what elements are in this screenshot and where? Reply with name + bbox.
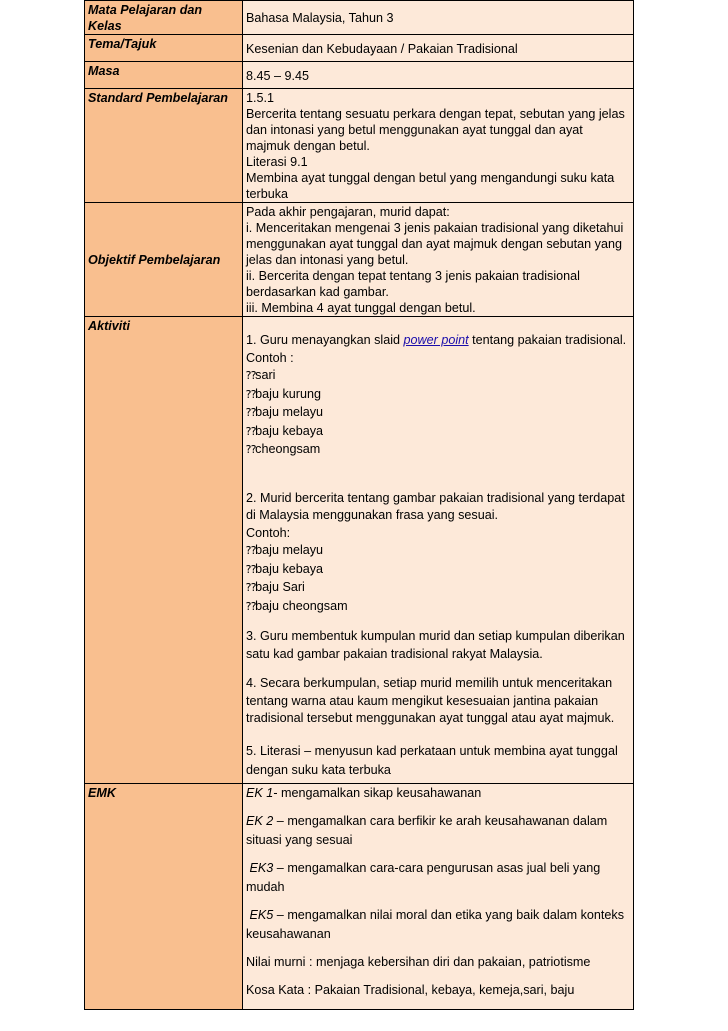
activity-4: 4. Secara berkumpulan, setiap murid memilih untuk menceritakan tentang warna atau kaum mengikut kesesuaian jantina pakaian tradisional tersebut menggunakan ayat tunggal atau ayat majmuk. — [246, 676, 615, 725]
objective-1: i. Menceritakan mengenai 3 jenis pakaian tradisional yang diketahui menggunakan ayat tunggal dan ayat majmuk dengan sebutan yang jelas dan intonasi yang betul. — [246, 221, 624, 267]
list-item: ⁇cheongsam — [246, 442, 321, 456]
value-activity — [243, 317, 634, 784]
row-subject — [85, 1, 634, 35]
row-theme — [85, 35, 634, 62]
activity-1-example: Contoh : — [246, 350, 294, 365]
bullet-icon: ⁇ — [246, 425, 256, 438]
power-point-link[interactable]: power point — [403, 333, 469, 347]
emk-ek5 — [246, 906, 630, 944]
bullet-icon: ⁇ — [246, 370, 256, 382]
label-time: Masa — [85, 62, 243, 89]
standard-text: Bercerita tentang sesuatu perkara dengan tepat, sebutan yang jelas dan intonasi yang betul menggunakan ayat tunggal dan ayat majmuk dengan betul. — [246, 107, 625, 153]
list-item: ⁇baju kebaya — [246, 561, 324, 576]
objective-2: ii. Bercerita dengan tepat tentang 3 jenis pakaian tradisional berdasarkan kad gambar. — [246, 269, 580, 299]
bullet-icon: ⁇ — [246, 444, 256, 456]
value-time: 8.45 – 9.45 — [243, 62, 634, 89]
list-item: ⁇baju melayu — [246, 543, 324, 557]
activity-5: 5. Literasi – menyusun kad perkataan untuk membina ayat tunggal dengan suku kata terbuka — [246, 743, 618, 777]
activity-1-post: tentang pakaian tradisional. — [468, 333, 627, 347]
activity-2-example: Contoh: — [246, 525, 291, 540]
row-standard — [85, 89, 634, 203]
label-emk: EMK — [85, 783, 243, 1009]
objective-3: iii. Membina 4 ayat tunggal dengan betul. — [246, 301, 476, 315]
ek2-code: EK 2 — [246, 813, 274, 828]
activity-2: 2. Murid bercerita tentang gambar pakaian tradisional yang terdapat di Malaysia menggunakan frasa yang sesuai. — [246, 490, 625, 522]
bullet-icon: ⁇ — [246, 600, 256, 613]
bullet-icon: ⁇ — [246, 545, 256, 557]
emk-vocab: Kosa Kata : Pakaian Tradisional, kebaya, kemeja,sari, baju — [246, 982, 575, 997]
value-standard — [243, 89, 634, 203]
ek3-code: EK3 — [249, 860, 274, 875]
value-emk — [243, 783, 634, 1009]
label-objective: Objektif Pembelajaran — [85, 203, 243, 317]
list-item: ⁇baju kurung — [246, 386, 321, 401]
emk-ek1 — [246, 784, 630, 803]
lesson-plan-table — [84, 0, 634, 1010]
label-activity: Aktiviti — [85, 317, 243, 784]
ek1-text: - mengamalkan sikap keusahawanan — [273, 785, 482, 800]
emk-values: Nilai murni : menjaga kebersihan diri dan pakaian, patriotisme — [246, 954, 591, 969]
literacy-text: Membina ayat tunggal dengan betul yang mengandungi suku kata terbuka — [246, 171, 615, 201]
bullet-icon: ⁇ — [246, 563, 256, 576]
row-objective — [85, 203, 634, 317]
bullet-icon: ⁇ — [246, 407, 256, 419]
emk-ek3 — [246, 859, 630, 897]
value-subject: Bahasa Malaysia, Tahun 3 — [243, 1, 634, 35]
row-activity — [85, 317, 634, 784]
literacy-code: Literasi 9.1 — [246, 155, 308, 169]
bullet-icon: ⁇ — [246, 582, 256, 594]
label-subject: Mata Pelajaran dan Kelas — [85, 1, 243, 35]
activity-1 — [246, 332, 630, 350]
row-time — [85, 62, 634, 89]
ek5-text: – mengamalkan nilai moral dan etika yang baik dalam konteks keusahawanan — [246, 907, 625, 941]
emk-ek2 — [246, 812, 630, 850]
ek3-text: – mengamalkan cara-cara pengurusan asas jual beli yang mudah — [246, 860, 601, 894]
row-emk — [85, 783, 634, 1009]
standard-code: 1.5.1 — [246, 91, 275, 105]
bullet-icon: ⁇ — [246, 388, 256, 401]
ek5-code: EK5 — [249, 907, 274, 922]
value-theme: Kesenian dan Kebudayaan / Pakaian Tradisional — [243, 35, 634, 62]
list-item: ⁇baju kebaya — [246, 423, 324, 438]
list-item: ⁇baju melayu — [246, 405, 324, 419]
list-item: ⁇baju cheongsam — [246, 598, 348, 613]
label-standard: Standard Pembelajaran — [85, 89, 243, 203]
list-item: ⁇baju Sari — [246, 580, 305, 594]
ek1-code: EK 1 — [246, 785, 274, 800]
value-objective — [243, 203, 634, 317]
ek2-text: – mengamalkan cara berfikir ke arah keusahawanan dalam situasi yang sesuai — [246, 813, 608, 847]
activity-1-pre: 1. Guru menayangkan slaid — [246, 333, 404, 347]
label-theme: Tema/Tajuk — [85, 35, 243, 62]
list-item: ⁇sari — [246, 368, 276, 382]
activity-3: 3. Guru membentuk kumpulan murid dan setiap kumpulan diberikan satu kad gambar pakaian tradisional rakyat Malaysia. — [246, 629, 625, 661]
objective-intro: Pada akhir pengajaran, murid dapat: — [246, 205, 450, 219]
